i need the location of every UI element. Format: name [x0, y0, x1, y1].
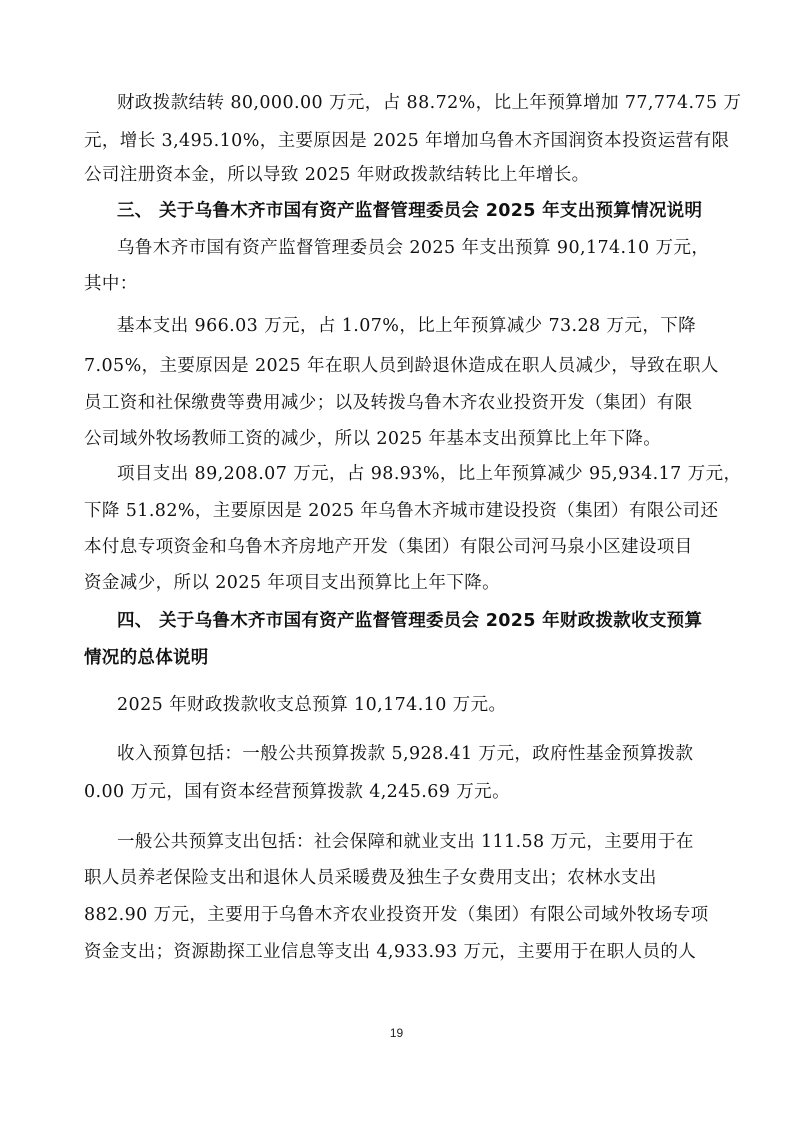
- paragraph-line: 员工资和社保缴费等费用减少；以及转拨乌鲁木齐农业投资开发（集团）有限: [84, 393, 693, 413]
- paragraph-line: 882.90 万元，主要用于乌鲁木齐农业投资开发（集团）有限公司域外牧场专项: [84, 905, 709, 925]
- paragraph-line: 财政拨款结转 80,000.00 万元，占 88.72%，比上年预算增加 77,774.75 万: [117, 93, 742, 113]
- paragraph-line: 元，增长 3,495.10%，主要原因是 2025 年增加乌鲁木齐国润资本投资运营有限: [84, 131, 730, 151]
- paragraph-line: 基本支出 966.03 万元，占 1.07%，比上年预算减少 73.28 万元，下降: [117, 316, 697, 336]
- paragraph-line: 2025 年财政拨款收支总预算 10,174.10 万元。: [117, 695, 507, 715]
- paragraph-line: 下降 51.82%，主要原因是 2025 年乌鲁木齐城市建设投资（集团）有限公司还: [84, 501, 719, 521]
- paragraph-line: 公司域外牧场教师工资的减少，所以 2025 年基本支出预算比上年下降。: [84, 429, 662, 449]
- page-number: 19: [389, 1026, 404, 1040]
- paragraph-line: 公司注册资本金，所以导致 2025 年财政拨款结转比上年增长。: [84, 165, 590, 185]
- paragraph-line: 收入预算包括：一般公共预算拨款 5,928.41 万元，政府性基金预算拨款: [117, 744, 694, 764]
- paragraph-line: 其中：: [84, 274, 138, 294]
- paragraph-line: 7.05%，主要原因是 2025 年在职人员到龄退休造成在职人员减少，导致在职人: [84, 356, 719, 376]
- section-heading-4-cont: 情况的总体说明: [84, 648, 209, 668]
- section-heading-4: 四、 关于乌鲁木齐市国有资产监督管理委员会 2025 年财政拨款收支预算: [117, 611, 703, 631]
- paragraph-line: 一般公共预算支出包括：社会保障和就业支出 111.58 万元，主要用于在: [117, 832, 694, 852]
- section-heading-3: 三、 关于乌鲁木齐市国有资产监督管理委员会 2025 年支出预算情况说明: [117, 201, 703, 221]
- paragraph-line: 项目支出 89,208.07 万元，占 98.93%，比上年预算减少 95,934.17 万元，: [117, 464, 742, 484]
- paragraph-line: 资金支出；资源勘探工业信息等支出 4,933.93 万元，主要用于在职人员的人: [84, 942, 697, 962]
- paragraph-line: 本付息专项资金和乌鲁木齐房地产开发（集团）有限公司河马泉小区建设项目: [84, 537, 693, 557]
- paragraph-line: 0.00 万元，国有资本经营预算拨款 4,245.69 万元。: [84, 782, 510, 802]
- paragraph-line: 乌鲁木齐市国有资产监督管理委员会 2025 年支出预算 90,174.10 万元，: [117, 238, 710, 258]
- paragraph-line: 资金减少，所以 2025 年项目支出预算比上年下降。: [84, 573, 501, 593]
- paragraph-line: 职人员养老保险支出和退休人员采暖费及独生子女费用支出；农林水支出: [84, 868, 657, 888]
